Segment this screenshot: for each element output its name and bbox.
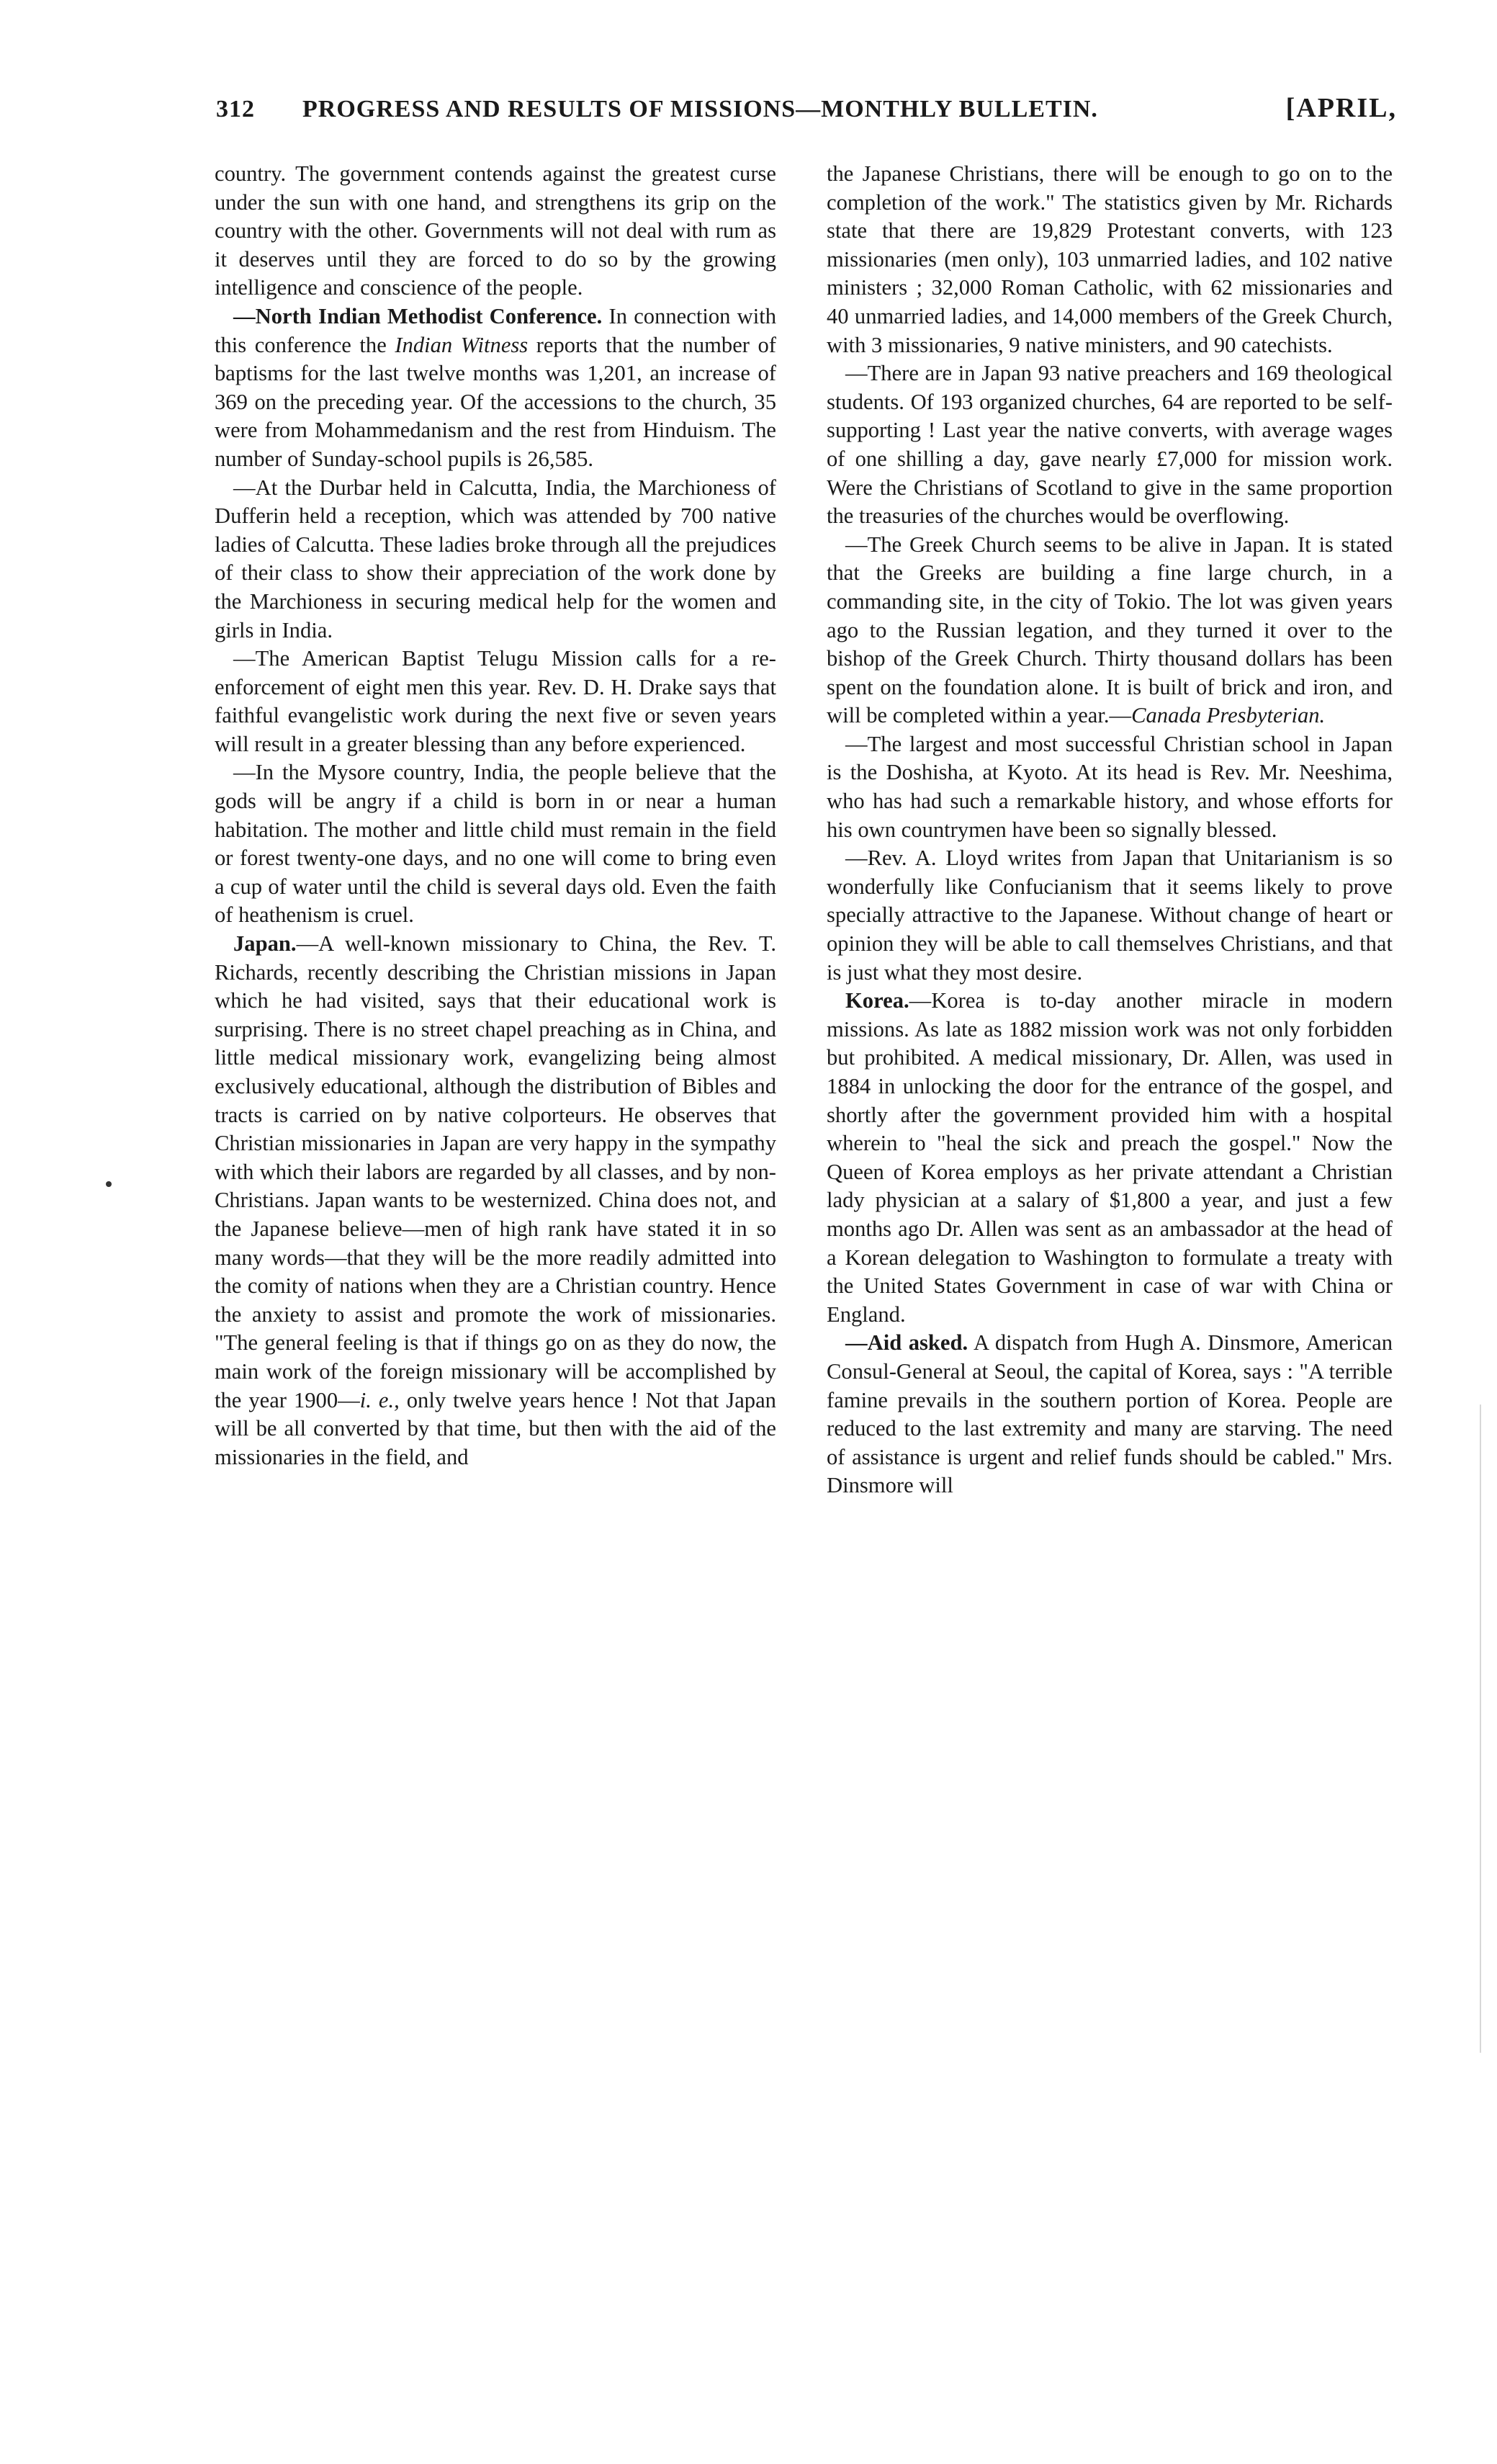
paragraph-aid-asked bbox=[827, 1329, 1393, 1500]
paragraph-doshisha: —The largest and most successful Christian school in Japan is the Doshisha, at Kyoto. At its head is Rev. Mr. Neeshima, who has had such a remarkable history, and whose efforts for his own countrymen have been so signally blessed. bbox=[827, 731, 1393, 842]
margin-mark bbox=[106, 1181, 112, 1187]
paragraph-text: A dispatch from Hugh A. Dinsmore, American Consul-General at Seoul, the capital of Korea, says : "A terrible famine prevails in the southern portion of Korea. People are reduced to the last extremity and many are starving. The need of assistance is urgent and relief funds should be cabled." Mrs. Dinsmore will bbox=[827, 1330, 1393, 1498]
paragraph-text: only twelve years hence ! Not that Japan will be all converted by that time, but then with the aid of the missionaries in the field, and bbox=[215, 1387, 776, 1469]
paragraph-japan bbox=[215, 930, 776, 1471]
paragraph-text: —The Greek Church seems to be alive in Japan. It is stated that the Greeks are building a fine large church, in a commanding site, in the city of Tokio. The lot was given years ago to the Russian legation, and they turned it over to the bishop of the Greek Church. Thirty thousand dollars has been spent on the foundation alone. It is built of brick and iron, and will be completed within a year.— bbox=[827, 532, 1393, 728]
source-citation: Canada Presbyterian. bbox=[1131, 703, 1326, 728]
left-column bbox=[215, 160, 776, 1471]
paragraph-durbar-calcutta: —At the Durbar held in Calcutta, India, the Marchioness of Dufferin held a reception, which was attended by 700 native ladies of Calcutta. These ladies broke through all the prejudices of their class to show their appreciation of the work done by the Marchioness in securing medical help for the women and girls in India. bbox=[215, 475, 776, 642]
paragraph-unitarianism: —Rev. A. Lloyd writes from Japan that Unitarianism is so wonderfully like Confucianism that it seems likely to prove specially attractive to the Japanese. Without change of heart or opinion they will be able to call themselves Christians, and that is just what they most desire. bbox=[827, 846, 1393, 985]
paragraph-lead: —North Indian Methodist Conference. bbox=[233, 303, 603, 328]
paragraph-text: —Korea is to-day another miracle in modern missions. As late as 1882 mission work was not only forbidden but prohibited. A medical missionary, Dr. Allen, was used in 1884 in unlocking the door for the entrance of the gospel, and shortly after the government provided him with a hospital wherein to "heal the sick and preach the gospel." Now the Queen of Korea employs as her private attendant a Christian lady physician at a salary of $1,800 a year, and just a few months ago Dr. Allen was sent as an ambassador at the head of a Korean delegation to Washington to formulate a treaty with the United States Government in case of war with China or England. bbox=[827, 988, 1393, 1327]
right-column bbox=[827, 160, 1393, 1500]
paragraph-lead: —Aid asked. bbox=[845, 1330, 968, 1356]
paragraph-telugu-mission: —The American Baptist Telugu Mission calls for a re-enforcement of eight men this year. Rev. D. H. Drake says that faithful evangelistic work during the next five or seven years will result in a greater blessing than any before experienced. bbox=[215, 646, 776, 756]
paragraph-rum-continued: country. The government contends against the greatest curse under the sun with one hand, and strengthens its grip on the country with the other. Governments will not deal with rum as it deserves until they are forced to do so by the growing intelligence and conscience of the people. bbox=[215, 161, 776, 300]
paragraph-greek-church bbox=[827, 531, 1393, 730]
paragraph-japan-continued: the Japanese Christians, there will be enough to go on to the completion of the work." The statistics given by Mr. Richards state that there are 19,829 Protestant converts, with 123 missionaries (men only), 103 unmarried ladies, and 102 native ministers ; 32,000 Roman Catholic, with 62 missionaries and 40 unmarried ladies, and 14,000 members of the Greek Church, with 3 missionaries, 9 native ministers, and 90 catechists. bbox=[827, 161, 1393, 357]
paragraph-mysore: —In the Mysore country, India, the people believe that the gods will be angry if a child is born in or near a human habitation. The mother and little child must remain in the field or forest twenty-one days, and no one will come to bring even a cup of water until the child is several days old. Even the faith of heathenism is cruel. bbox=[215, 760, 776, 928]
paragraph-text: reports that the number of baptisms for the last twelve months was 1,201, an increase of 369 on the preceding year. Of the accessions to the church, 35 were from Mohammedanism and the rest from Hinduism. The number of Sunday-school pupils is 26,585. bbox=[215, 332, 776, 471]
issue-month: [APRIL, bbox=[1285, 93, 1397, 123]
paragraph-native-preachers: —There are in Japan 93 native preachers and 169 theological students. Of 193 organized churches, 64 are reported to be self-supporting ! Last year the native converts, with average wages of one shilling a day, gave nearly £7,000 for mission work. Were the Christians of Scotland to give in the same proportion the treasuries of the churches would be overflowing. bbox=[827, 361, 1393, 529]
paragraph-text: —A well-known missionary to China, the Rev. T. Richards, recently describing the Christian missions in Japan which he had visited, says that their educational work is surprising. There is no street chapel preaching as in China, and little medical missionary work, evangelizing being almost exclusively educational, although the distribution of Bibles and tracts is carried on by native colporteurs. He observes that Christian missionaries in Japan are very happy in the sympathy with which their labors are regarded by all classes, and by non-Christians. Japan wants to be westernized. China does not, and the Japanese believe—men of high rank have stated it in so many words—that they will be the more readily admitted into the comity of nations when they are a Christian country. Hence the anxiety to assist and promote the work of missionaries. "The general feeling is that if things go on as they do now, the main work of the foreign missionary will be accomplished by the year 1900— bbox=[215, 931, 776, 1412]
publication-title: Indian Witness bbox=[395, 332, 529, 357]
section-lead-korea: Korea. bbox=[845, 988, 909, 1013]
page-number: 312 bbox=[216, 96, 255, 122]
paragraph-text: In connection with this conference the bbox=[215, 303, 777, 357]
paragraph-korea bbox=[827, 987, 1393, 1329]
paragraph-italic: i. e., bbox=[359, 1387, 400, 1412]
running-head bbox=[216, 92, 1397, 135]
margin-rule bbox=[1480, 1405, 1481, 2053]
running-title: PROGRESS AND RESULTS OF MISSIONS—MONTHLY BULLETIN. bbox=[302, 96, 1098, 122]
paragraph-north-indian-methodist bbox=[215, 303, 776, 474]
section-lead-japan: Japan. bbox=[233, 931, 297, 957]
